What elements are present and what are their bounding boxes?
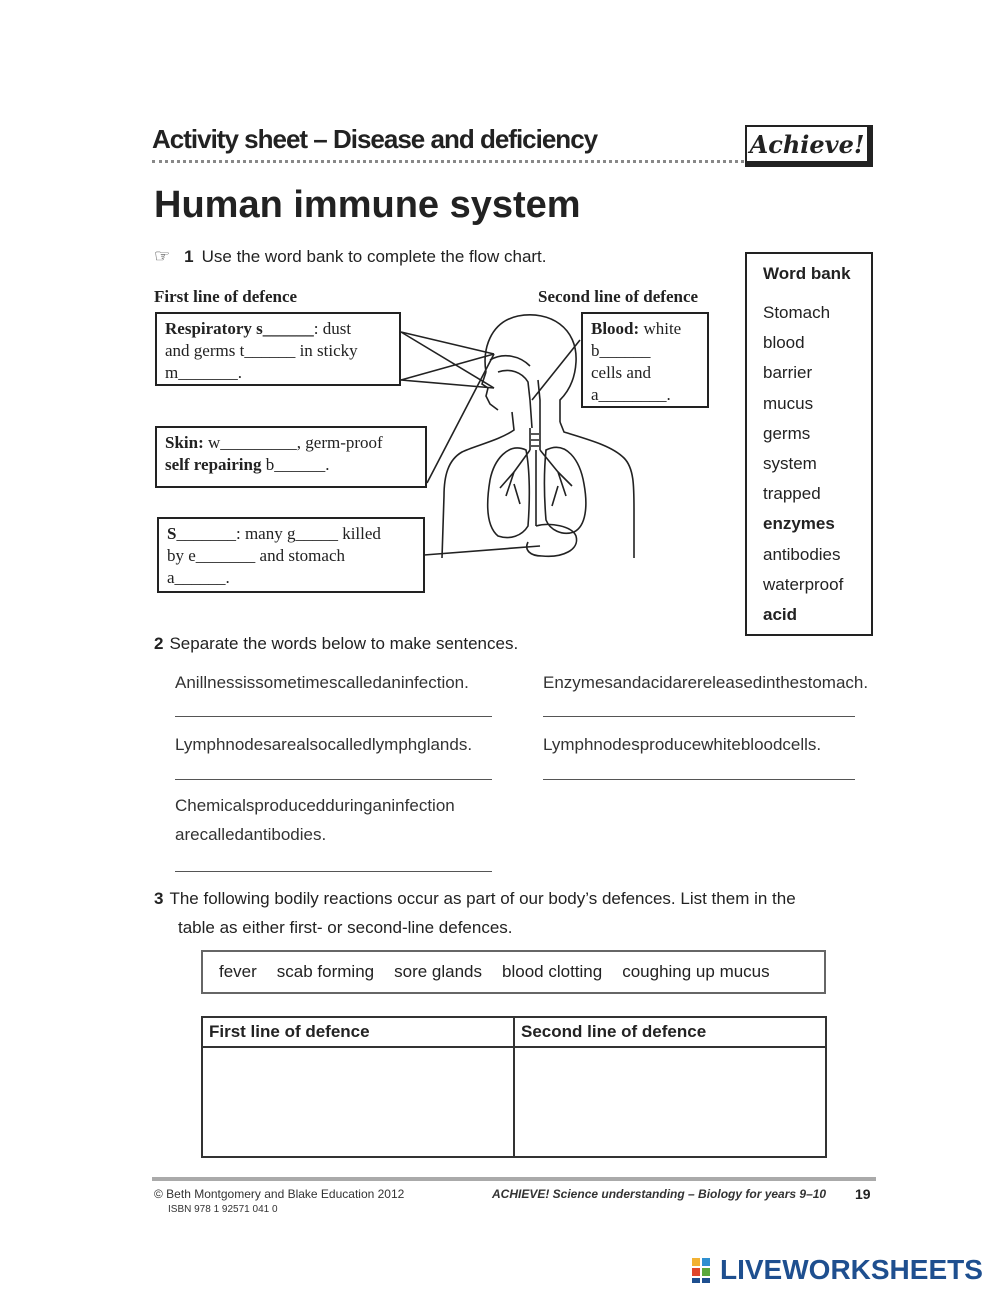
defence-table — [201, 1016, 827, 1158]
footer-rule — [152, 1177, 876, 1181]
word-bank-item: germs — [763, 423, 811, 443]
answer-line-1[interactable] — [175, 716, 492, 717]
word-bank-item: acid — [763, 605, 798, 625]
word-bank-item: trapped — [763, 484, 821, 504]
blood-label: Blood: — [591, 319, 640, 338]
blood-text: white — [639, 319, 682, 338]
reaction-item: scab forming — [276, 962, 375, 981]
word-bank-item: enzymes — [763, 514, 835, 534]
series-title: ACHIEVE! Science understanding – Biology for years 9–10 — [492, 1187, 827, 1201]
liveworksheets-logo-icon — [692, 1256, 720, 1284]
reaction-item: coughing up mucus — [622, 962, 770, 981]
skin-text-2: b______. — [261, 455, 330, 474]
question-3-line2: table as either first- or second-line defences. — [178, 918, 513, 937]
isbn: ISBN 978 1 92571 041 0 — [168, 1204, 278, 1215]
sentence-3: Lymphnodesarealsocalledlymphglands. — [175, 735, 473, 754]
answer-line-5[interactable] — [175, 871, 492, 872]
self-repairing-label: self repairing — [165, 455, 262, 474]
second-line-answer-cell[interactable] — [514, 1047, 826, 1157]
sentence-2: Enzymesandacidarereleasedinthestomach. — [543, 673, 869, 692]
word-bank-item: barrier — [763, 363, 813, 383]
sentence-1: Anillnessissometimescalledaninfection. — [175, 673, 469, 692]
stomach-text: _______: many g_____ killed — [176, 524, 381, 543]
skin-box — [155, 426, 427, 488]
respiratory-box — [155, 312, 401, 386]
question-number: 3 — [154, 889, 164, 908]
stomach-label: S — [167, 524, 177, 543]
first-line-heading: First line of defence — [154, 287, 298, 306]
respiratory-line2: and germs t______ in sticky — [165, 341, 358, 360]
sentence-5b: arecalledantibodies. — [175, 825, 327, 844]
sentence-4: Lymphnodesproducewhitebloodcells. — [543, 735, 822, 754]
footer-left — [154, 1187, 404, 1217]
blood-line2: b______ — [591, 341, 651, 360]
answer-line-3[interactable] — [175, 779, 492, 780]
respiratory-label: Respiratory s — [165, 319, 263, 338]
answer-line-4[interactable] — [543, 779, 855, 780]
skin-text: w_________, germ-proof — [203, 433, 383, 452]
word-bank-item: blood — [763, 333, 805, 353]
col-first-line: First line of defence — [202, 1017, 514, 1047]
col-second-line: Second line of defence — [514, 1017, 826, 1047]
question-1-instruction: Use the word bank to complete the flow chart. — [201, 247, 547, 266]
word-bank-item: mucus — [763, 393, 814, 413]
pointing-hand-icon: ☞ — [154, 246, 171, 266]
answer-line-2[interactable] — [543, 716, 855, 717]
copyright: © Beth Montgomery and Blake Education 2012 — [154, 1187, 405, 1201]
sentence-5a: Chemicalsproducedduringaninfection — [175, 796, 455, 815]
achieve-badge: Achieve! — [745, 125, 873, 167]
stomach-line2: by e_______ and stomach — [167, 546, 345, 565]
reaction-item: fever — [219, 962, 257, 981]
stomach-line3: a______. — [167, 568, 230, 587]
stomach-line1 — [167, 523, 415, 545]
skin-label: Skin: — [165, 433, 204, 452]
question-2-instruction: Separate the words below to make sentences. — [169, 634, 519, 653]
page-number: 19 — [855, 1186, 871, 1202]
word-bank-item: waterproof — [763, 574, 844, 594]
liveworksheets-watermark[interactable] — [692, 1254, 983, 1286]
liveworksheets-text: LIVEWORKSHEETS — [720, 1254, 983, 1285]
second-line-heading: Second line of defence — [538, 287, 699, 306]
question-3 — [154, 884, 874, 942]
stomach-box — [157, 517, 425, 593]
reaction-item: blood clotting — [502, 962, 603, 981]
word-bank — [745, 252, 873, 636]
blood-box — [581, 312, 709, 408]
blood-line4: a________. — [591, 385, 671, 404]
word-bank-item: antibodies — [763, 544, 841, 564]
reaction-item: sore glands — [394, 962, 483, 981]
sheet-title: Activity sheet – Disease and deficiency — [152, 124, 598, 154]
respiratory-text: : dust — [313, 319, 352, 338]
question-3-line1: The following bodily reactions occur as part of our body’s defences. List them in the — [169, 889, 796, 908]
word-bank-item: Stomach — [763, 303, 831, 322]
reactions-box — [201, 950, 826, 994]
word-bank-title: Word bank — [763, 264, 851, 283]
word-bank-item: system — [763, 454, 817, 474]
page-title: Human immune system — [154, 184, 581, 226]
respiratory-blank[interactable]: ______ — [262, 319, 314, 338]
first-line-answer-cell[interactable] — [202, 1047, 514, 1157]
question-number: 2 — [154, 634, 164, 653]
question-2 — [154, 634, 518, 654]
blood-line3: cells and — [591, 363, 651, 382]
question-number: 1 — [184, 247, 194, 266]
respiratory-line3: m_______. — [165, 363, 242, 382]
